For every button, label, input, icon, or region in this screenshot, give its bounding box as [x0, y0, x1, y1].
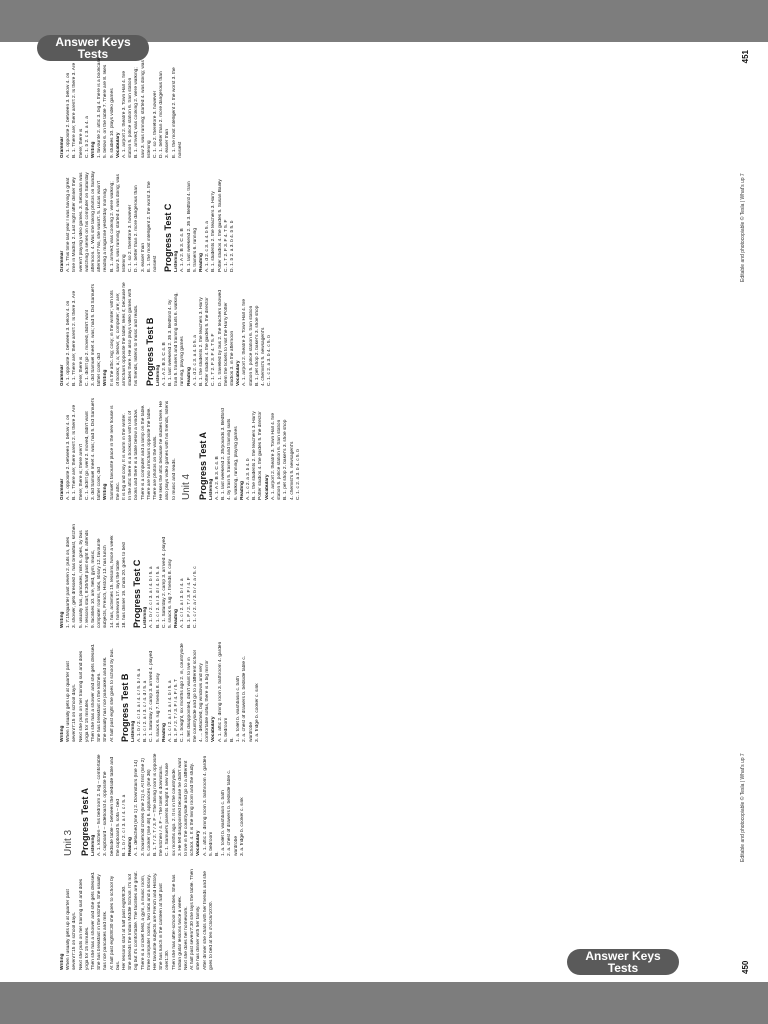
answer-line: A. 1. b / 2. c / 3. a / 4. b / 5. a — [149, 566, 155, 628]
answer-line: 16. homework 17. lays the table — [115, 560, 121, 628]
answer-line: yoga for 15 minutes. — [84, 698, 90, 742]
answer-line: Grammar — [60, 136, 65, 158]
answer-line: 2. a. chest of drawers b. bedside table c. — [242, 655, 248, 742]
answer-line: A. 1. A 2. B 3. C 4. B — [161, 342, 167, 386]
answer-line: A. 1. attic 2. dining room 3. bathroom 4. garden — [202, 755, 208, 856]
answer-column — [60, 394, 710, 500]
answer-line: A. 1. This time last year I was having a great — [66, 177, 72, 272]
answer-line: studios 3. in the afternoon — [230, 330, 236, 386]
answer-line: She attends the Indian Middle School. It's not — [128, 873, 134, 970]
answer-line: C. 1. didn't go, went 2. moved, didn't want — [84, 411, 90, 500]
answer-line: Writing — [91, 141, 97, 158]
answer-line: B. — [230, 737, 236, 742]
answer-line: 3. felt disappointed, didn't want to live in — [186, 657, 192, 742]
tab-line-1: Answer Keys — [585, 949, 661, 963]
answer-line: 1. 7:15/quarter past seven 2. puts on, does — [66, 536, 72, 628]
answer-line: 4. ... detached, big windows and very — [199, 663, 205, 742]
answer-line: there; there is — [78, 128, 84, 158]
answer-line: Reading — [199, 253, 205, 272]
answer-line: the cupboard 5. sofa – bed — [115, 798, 121, 856]
answer-line: 3. He felt disappointed because he didn't want — [177, 758, 183, 856]
answer-line: Grammar — [60, 250, 65, 272]
answer-line: She usually has rice pancakes and milk. — [103, 656, 109, 742]
answer-line: Vocabulary — [115, 132, 121, 158]
answer-line: Reading — [161, 723, 167, 742]
answer-line: Listening — [174, 250, 180, 272]
answer-line: train 5. trainers and training suits 6. walking, — [174, 292, 180, 386]
answer-line: 4. chemist's 5. newsagent's — [261, 327, 267, 386]
answer-line: them the tickets to visit the Harry Potter — [223, 302, 229, 386]
answer-column — [60, 166, 710, 272]
answer-line: Next she does her homework. — [184, 906, 190, 970]
answer-line: B. 1. arrived; was cooking 2. were walking; — [134, 67, 140, 158]
answer-line: running, playing games — [180, 336, 186, 386]
answer-line: C. 1. didn't go 2. moved, didn't want — [84, 310, 90, 386]
answer-line: afternoon. 4. Was she taking photos on Sunday — [91, 171, 97, 272]
answer-line: Writing — [60, 725, 65, 742]
answer-line: saw 3. was running; started 4. was doing; was — [115, 174, 121, 272]
answer-line: When I usually gets up at quarter past — [66, 661, 72, 742]
footer-right: Editable and photocopiable © Tesla | What's up 7 — [740, 173, 746, 282]
answer-line: there; there is; there aren't — [78, 443, 84, 500]
answer-line: big but it's comfortable. The facilities are great. — [134, 871, 140, 970]
answer-line: A. 1. d 2. c 3. a 4. b 5. a — [192, 335, 198, 386]
answer-line: computer rooms, labs, library 12. favourite — [97, 538, 103, 628]
answer-line: B. 1. the students 2. the teachers 3. Harry — [252, 411, 258, 500]
answer-line: There are photos on the walls. — [153, 435, 159, 500]
answer-line: Writing — [60, 611, 65, 628]
answer-line: A. 1. c / 2. a / 3. a / 4. b / 5. a — [168, 680, 174, 742]
answer-line: B. 1. last weekend 2. 35 3. Bedford 4. by — [168, 299, 174, 386]
answer-line: A. 1. airport 2. theatre 3. Town Hall 4. fire — [242, 298, 248, 386]
answer-line: B. — [215, 851, 221, 856]
answer-line: seven/7:15 on school days. — [72, 911, 78, 970]
answer-line: B. 1. arrived; was cooking 2. were walking; — [109, 181, 115, 272]
answer-line: B. 1. F / 2. T / 3. F / 4. F — [186, 577, 192, 628]
answer-line: B. 1. T / 2. T / 3. F – The dining room is opposite — [153, 753, 159, 856]
answer-line: C. 1. c / 2. a / 3. b / 4. a / 5. c — [192, 566, 198, 628]
answer-line: At half past eight she goes to school by bus. — [109, 648, 115, 742]
answer-line: C. 1. c 2. a 3. b 4. c 5. b — [267, 335, 273, 386]
answer-line: Potter studios 4. the guides 5. Susan Bailey — [217, 179, 223, 272]
answer-line: At half past seven/7:30 she lays the table. Then — [190, 869, 196, 970]
answer-line: 5. bedroom — [223, 717, 229, 742]
answer-line: she has dinner with her family. — [196, 905, 202, 970]
answer-line: 5. trainers 6. running — [192, 228, 198, 272]
answer-line: 3. cupboard – sideboard 4. opposite the — [103, 771, 109, 856]
answer-line: Listening — [91, 834, 96, 856]
answer-line: one/1:30. — [165, 949, 171, 970]
answer-line: 5. snack 6. rug 7. friends 8. cosy — [155, 672, 161, 742]
answer-line: 3. easier than — [140, 242, 146, 272]
answer-line: A. 1. d 2. c 3. a 4. b 5. a — [205, 221, 211, 272]
answer-line: 5. bedroom — [208, 831, 214, 856]
answer-line: there; there is — [78, 356, 84, 386]
answer-line: A. 1. opposite 2. between 3. below 4. on — [66, 414, 72, 500]
answer-line: Progress Test B — [144, 317, 155, 386]
answer-line: 3. did Samuel meet 4. was; had 5. Did Samuel's — [91, 398, 97, 500]
answer-line: There are two armchairs opposite the table. — [146, 407, 152, 500]
tab-line-1: Answer Keys — [55, 35, 131, 49]
answer-line: station 5. police station 6. train station — [248, 305, 254, 386]
answer-line: She has lunch in the canteen at half past — [159, 883, 165, 970]
answer-line: to music and reads. — [171, 458, 177, 500]
answer-line: Reading — [128, 837, 134, 856]
answer-line: B. 1. the students 2. the teachers 3. Harry — [199, 297, 205, 386]
answer-line: Unit 3 — [63, 829, 74, 856]
answer-line: 3. easier than — [165, 128, 171, 158]
answer-line: weren't playing video games. 3. Sebastian was — [78, 172, 84, 272]
answer-line: Writing — [60, 953, 65, 970]
answer-line: A. 1. c / 2. a / 3. b / 4. a — [180, 578, 186, 628]
answer-line: D. 1. better than 2. more dangerous than — [159, 71, 165, 158]
answer-line: his friends, listens to music and reads. — [134, 304, 140, 386]
answer-line: six months ago. 2. It is in the countryside. — [171, 768, 177, 856]
answer-line: to live in the countryside and go to a different — [184, 760, 190, 856]
answer-line: armchairs opposite the table; likes it; because he — [122, 282, 128, 386]
answer-line: the attic. — [115, 481, 121, 500]
answer-line: 1. a. toilet b. washbasin c. bath — [221, 790, 227, 856]
tab-line-2: Tests — [607, 961, 639, 975]
answer-line: bus. — [115, 960, 121, 970]
answer-line: three computer rooms, two labs and a library. — [146, 874, 152, 970]
page-number-right: 451 — [741, 50, 750, 64]
answer-line: noisiest — [177, 141, 183, 158]
answer-line: Progress Test B — [119, 673, 130, 742]
answer-line: Writing — [103, 369, 109, 386]
answer-line: 3. a. fridge b. cooker c. sink — [239, 797, 245, 856]
answer-line: C. 1. c 2. a 3. b 4. c 5. b — [295, 449, 301, 500]
answer-line: A. 1. airport 2. theatre 3. Town Hall 4. fire — [122, 70, 128, 158]
answer-line: Reading — [239, 481, 245, 500]
answer-line: wardrobe — [248, 722, 254, 742]
answer-line: 3. a. fridge b. cooker c. sink — [254, 683, 260, 742]
answer-line: C. 1. bought, six months ago 2. in, countryside — [180, 643, 186, 742]
answer-line: B. 1. last weekend 2. 35/pounds 3. Bedford — [221, 408, 227, 500]
answer-line: Her lessons start at half past eight/8:30. — [122, 885, 128, 970]
answer-line: father cook; did — [97, 467, 103, 500]
answer-line: 4. by train 5. trainers and training suits — [227, 418, 233, 500]
answer-line: Next she puts on her training suit and does — [78, 650, 84, 742]
answer-line: She has breakfast in the kitchen. She usually — [97, 874, 103, 970]
answer-line: Reading — [186, 367, 192, 386]
answer-line: yoga for 15 minutes. — [84, 926, 90, 970]
answer-line: listening — [146, 140, 152, 158]
answer-line: C. 1. Saturday 2. camp 3. arrived 4. played — [149, 650, 155, 742]
answer-line: 3. shower, gets dressed 4. has breakfast, kitchen — [72, 524, 78, 628]
answer-line: A. 1. opposite 2. between 3. below 4. on — [66, 72, 72, 158]
answer-line: D. 1. travelled by bus 2. the teachers showed — [217, 290, 223, 386]
answer-column — [60, 750, 710, 856]
answer-line: the kitchen / 4. F – The toilet is downstairs. — [159, 765, 165, 856]
answer-line: 1. favourite 2. attic 3. big 4. there is a bookcase — [97, 57, 103, 158]
answer-line: Next she puts on her training suit and does — [78, 878, 84, 970]
answer-line: A. 1. A 2. B 3. C 4. B — [215, 456, 221, 500]
answer-line: There is a cricket field, a gym, a music room, — [140, 874, 146, 970]
answer-line: He likes the attic because he studies there. He — [159, 401, 165, 500]
answer-line: Unit 4 — [180, 473, 192, 500]
answer-line: reading a magazine yesterday morning. — [103, 187, 109, 272]
answer-line: Her favourite subjects are French and History. — [153, 872, 159, 970]
answer-line: B. 1. students 2. the teachers 3. Harry — [211, 191, 217, 272]
answer-line: Listening — [155, 364, 161, 386]
answer-line: Vocabulary — [211, 716, 217, 742]
answer-line: Vocabulary — [236, 360, 242, 386]
answer-line: A. 1. detached (line 1) 2. Downstairs (line 14) — [134, 760, 140, 856]
page-number-left: 450 — [741, 960, 750, 974]
answer-line: She has breakfast in the kitchen. — [97, 672, 103, 742]
answer-line: D. 1. b 2. a 3. b 4. b 5. b — [230, 220, 236, 272]
answer-line: C. 1. T 2. F 3. F 4. T 5. F — [211, 333, 217, 386]
answer-line: Progress Test C — [132, 559, 143, 628]
answer-line: A. 1. A 2. B 3. C 4. B — [180, 228, 186, 272]
answer-line: A. 1. b / 2. c / 3. a / 4. c / 5. b / 6. a — [137, 668, 143, 742]
answer-line: Progress Test A — [197, 431, 208, 500]
answer-line: Samuel's favourite place in the new house is — [109, 405, 115, 500]
answer-line: Potter studios 4. the guides 5. the director — [258, 411, 264, 500]
answer-line: D. 1. better than 2. more dangerous than — [134, 185, 140, 272]
answer-line: A. 1. kitchen – his bedroom 2. big – comfortable — [97, 754, 103, 856]
answer-line: has rice pancakes and milk. — [103, 910, 109, 970]
answer-line: Then she has after-school activities. She has — [171, 874, 177, 970]
answer-line: studies there. He also plays video games with — [128, 288, 134, 386]
answer-line: Listening — [208, 478, 214, 500]
answer-line: Listening — [130, 720, 136, 742]
answer-line: 1. a. toilet b. washbasin c. bath — [236, 676, 242, 742]
answer-line: There is a computer and a lamp on the table. — [140, 404, 146, 500]
answer-line: watching a series on his computer on Saturday — [84, 172, 90, 272]
answer-line: comfortable sofas, there is a big mirror — [205, 660, 211, 742]
answer-line: C. 1. so 2. therefore 3. however — [153, 90, 159, 158]
answer-line: 3. household chores (line 21) 4. At first (line 2) — [140, 758, 146, 856]
answer-line: Progress Test A — [80, 787, 90, 856]
answer-line: 2. a. chest of drawers b. bedside table c. — [227, 769, 233, 856]
answer-column — [60, 522, 710, 628]
answer-line: B. 1. last weekend 2. 35 3. Bedford 4. train — [186, 181, 192, 272]
answer-line: 14. has, activities 15. lessons, twice a week — [109, 535, 115, 628]
answer-line: A. 1. attic 2. dining room 3. bathroom 4. garden — [217, 641, 223, 742]
answer-line: B. 1. c / 2. a / 3. d / 4. b / 5. a — [155, 566, 161, 628]
answer-line: 5. below 6. on the table 7. There are 8. likes — [103, 64, 109, 158]
answer-line: C. 1. Saturday 2. camp 3. arrived 4. played — [161, 536, 167, 628]
answer-line: It is the attic. big; cosy; in the winter; with lots — [109, 290, 115, 386]
answer-column — [60, 636, 710, 742]
answer-line: Then she has a shower and she gets dressed. — [91, 871, 97, 970]
answer-line: 3. did Samuel meet 4. was; had 5. Did Samuel's — [91, 284, 97, 386]
answer-line: goes to bed at ten o'clock/10:00. — [208, 901, 214, 970]
answer-line: station 5. police station 6. train station — [128, 77, 134, 158]
answer-line: B. 1. pet shop 2. baker's 3. shoe shop — [254, 305, 260, 386]
footer-left: Editable and photocopiable © Tesla | What's up 7 — [740, 753, 746, 862]
answer-line: After dinner she chats with her friends and she — [202, 871, 208, 970]
answer-line: B. 1. There are; there aren't 2. Is there 3. Are — [72, 62, 78, 158]
answer-line: A. 1. c 2. a 3. b 4. b — [246, 458, 252, 500]
answer-line: also plays video games with his friends, listens — [165, 400, 171, 500]
answer-line: 9. studies 10. plays video games — [109, 88, 115, 158]
answer-line: Grammar — [60, 478, 65, 500]
answer-line: At half past eight/8:30 she goes to school by — [109, 875, 115, 970]
answer-line: A. 1. airport 2. theatre 3. Town Hall 4. fire — [270, 412, 276, 500]
answer-line: C. 1. b 2. c 3. a 4. a — [84, 116, 90, 158]
answer-line: seven/7:15 on school days. — [72, 683, 78, 742]
answer-line: books and there is a table below a window. — [134, 408, 140, 500]
answer-line: Progress Test C — [163, 203, 174, 272]
answer-line: wardrobe — [233, 836, 239, 856]
answer-line: the countryside and go to a different school — [192, 650, 198, 742]
answer-line: 5. snack 6. rug 7. friends 8. cosy — [168, 558, 174, 628]
right-page — [0, 42, 768, 512]
answer-line: afternoon? No, she wasn't. 5. Lucas wasn't — [97, 180, 103, 272]
answer-line: In the attic there is a bookcase with lots of — [128, 410, 134, 500]
answer-line: B. 1. b / 2. c / 3. a / 4. c / 5. a — [122, 794, 128, 856]
answer-column — [60, 280, 710, 386]
answer-line: It is big and cosy. It is warm in the winter. — [122, 413, 128, 500]
answer-line: listening — [122, 254, 128, 272]
answer-line: noisiest — [153, 255, 159, 272]
answer-line: C. 1. Samuel's parents bought a new house — [165, 763, 171, 856]
answer-line: 5. cooker (line 46) 6. appliances (line 36) — [146, 769, 152, 856]
answer-line: saw 3. was running; started 4. was doing; was — [140, 60, 146, 158]
answer-line: 6. walking, running, playing games — [233, 426, 239, 500]
left-page — [0, 512, 768, 982]
answer-column — [60, 52, 710, 158]
answer-line: B. 1. There are; there aren't 2. Is there 3. Are — [72, 404, 78, 500]
left-grey-sidebar — [0, 982, 768, 1024]
answer-line: subjects, French, History 13. has lunch — [103, 545, 109, 628]
answer-line: Indian guitar lessons twice a week. — [177, 895, 183, 970]
answer-line: 5. usually has, pancakes, milk 6. goes, by bus — [78, 530, 84, 628]
answer-line: C. 1. T 2. F 3. F 4. T 5. F — [223, 219, 229, 272]
answer-line: Vocabulary — [196, 830, 202, 856]
answer-line: B. 1. pet shop 2. baker's 3. shoe shop — [283, 419, 289, 500]
answer-line: C. 1. so 2. therefore 3. however — [128, 204, 134, 272]
answer-line: Listening — [143, 606, 149, 628]
answer-line: Grammar — [60, 364, 65, 386]
tab-line-2: Tests — [77, 47, 109, 61]
answer-line: school. 4. It is the living room and the study. — [190, 763, 196, 856]
answer-line: A. 1. opposite 2. between 3. below 4. on — [66, 300, 72, 386]
answer-line: of books; a; a; below; is; computer; are; are; — [115, 292, 121, 386]
answer-line: time in Madrid. 2. Last night after dinner they — [72, 177, 78, 272]
answer-line: 18. has dinner 19. chats 20. goes to bed — [122, 542, 128, 628]
answer-line: station 5. police station 6. train station — [277, 419, 283, 500]
answer-line: B. 1. There are; there aren't 2. Is there 3. Are — [72, 290, 78, 386]
answer-line: When I usually gets up at quarter past — [66, 889, 72, 970]
answer-line: B. 1. c / 2. a / 3. c / 4. d / 5. a — [143, 680, 149, 742]
answer-line: Writing — [103, 483, 109, 500]
answer-line: B. 1. F / 2. T / 3. F / 4. F / 5. T — [174, 679, 180, 742]
answer-line: E. 1. the most intelligent 2. the worst 3. the — [171, 67, 177, 158]
answer-line: 4. chemist's 5. newsagent's — [289, 441, 295, 500]
answer-line: father cook; did — [97, 353, 103, 386]
answer-line: Vocabulary — [264, 474, 270, 500]
answer-line: 7. lessons start, 8:30/half past eight 8. attends — [84, 530, 90, 628]
answer-line: bedside table – between the bedside table and — [109, 756, 115, 856]
answer-column — [60, 864, 710, 970]
answer-line: Then she has a shower and she gets dressed. — [91, 643, 97, 742]
answer-line: E. 1. the most intelligent 2. the worst 3. the — [146, 181, 152, 272]
answer-line: 9. facilities 10. are, field, gym, music, — [91, 549, 97, 628]
answer-line: Potter studios 4. the guides 5. the director — [205, 297, 211, 386]
answer-line: Reading — [174, 609, 180, 628]
